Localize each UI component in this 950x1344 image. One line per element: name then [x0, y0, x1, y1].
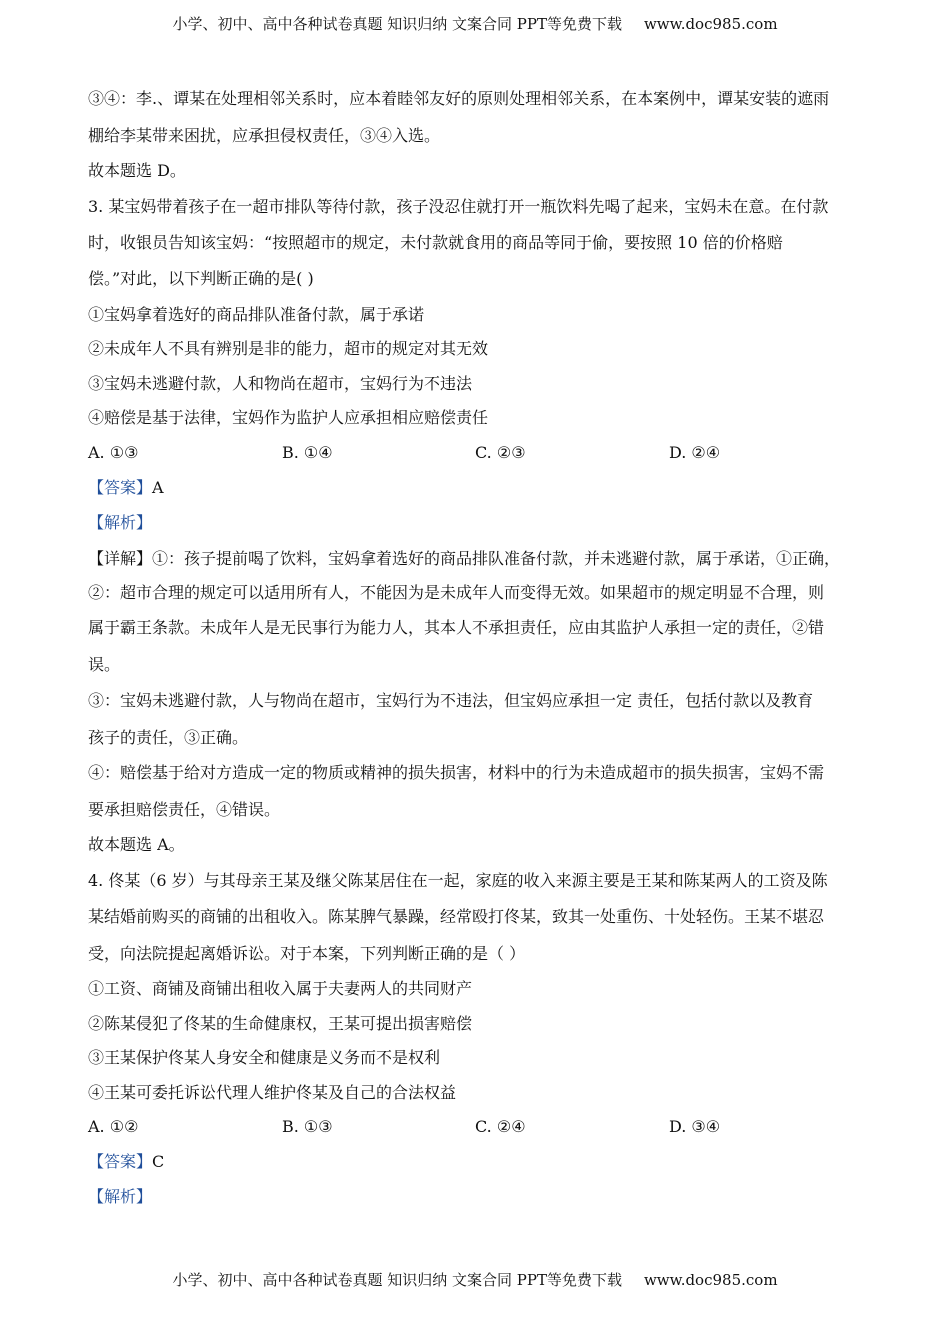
q3-detail-line: ②：超市合理的规定可以适用所有人，不能因为是未成年人而变得无效。如果超市的规定明显不合理，则	[88, 583, 825, 602]
prev-analysis-line: 棚给李某带来困扰，应承担侵权责任，③④入选。	[88, 126, 441, 145]
q4-stem-line: 4. 佟某（6 岁）与其母亲王某及继父陈某居住在一起，家庭的收入来源主要是王某和陈某两人的工资及陈	[88, 871, 828, 890]
footer-text: 小学、初中、高中各种试卷真题 知识归纳 文案合同 PPT等免费下载	[172, 1271, 622, 1289]
q3-option-a: A. ①③	[88, 443, 139, 462]
q4-stem-line: 某结婚前购买的商铺的出租收入。陈某脾气暴躁，经常殴打佟某，致其一处重伤、十处轻伤。王某不堪忍	[88, 907, 825, 926]
q4-item: ④王某可委托诉讼代理人维护佟某及自己的合法权益	[88, 1083, 457, 1102]
q3-option-c: C. ②③	[475, 443, 526, 462]
q4-analysis-label: 【解析】	[88, 1187, 153, 1206]
q4-item: ①工资、商铺及商铺出租收入属于夫妻两人的共同财产	[88, 979, 473, 998]
q3-item: ④赔偿是基于法律，宝妈作为监护人应承担相应赔偿责任	[88, 408, 489, 427]
q3-answer	[88, 477, 164, 499]
q3-detail-line: 要承担赔偿责任，④错误。	[88, 800, 281, 819]
q3-options	[88, 442, 868, 464]
q3-detail-line	[88, 548, 840, 570]
page-footer	[0, 1269, 950, 1290]
q4-options	[88, 1116, 868, 1138]
q3-option-b: B. ①④	[282, 443, 333, 462]
q3-stem-line: 偿。”对此，以下判断正确的是( )	[88, 269, 314, 288]
q3-item: ③宝妈未逃避付款，人和物尚在超市，宝妈行为不违法	[88, 374, 473, 393]
q3-detail-line: ③：宝妈未逃避付款，人与物尚在超市，宝妈行为不违法，但宝妈应承担一定 责任，包括付款以及教育	[88, 691, 814, 710]
answer-label: 【答案】	[88, 1152, 153, 1171]
q4-stem-line: 受，向法院提起离婚诉讼。对于本案，下列判断正确的是（ ）	[88, 944, 526, 963]
q4-item: ③王某保护佟某人身安全和健康是义务而不是权利	[88, 1048, 441, 1067]
page-header	[0, 13, 950, 34]
q3-option-d: D. ②④	[669, 443, 721, 462]
q3-detail-line: 孩子的责任，③正确。	[88, 728, 249, 747]
q3-item: ②未成年人不具有辨别是非的能力，超市的规定对其无效	[88, 339, 489, 358]
q3-stem-line: 时，收银员告知该宝妈：“按照超市的规定，未付款就食用的商品等同于偷，要按照 10 倍的价格赔	[88, 233, 783, 252]
q3-detail-line: 属于霸王条款。未成年人是无民事行为能力人，其本人不承担责任，应由其监护人承担一定的责任，②错	[88, 618, 825, 637]
header-url[interactable]: www.doc985.com	[643, 15, 778, 33]
answer-label: 【答案】	[88, 478, 153, 497]
header-text: 小学、初中、高中各种试卷真题 知识归纳 文案合同 PPT等免费下载	[172, 15, 622, 33]
q4-answer	[88, 1151, 164, 1173]
prev-conclusion: 故本题选 D。	[88, 161, 186, 180]
q3-analysis-label: 【解析】	[88, 513, 153, 532]
answer-value: A	[152, 478, 164, 497]
q3-stem-line: 3. 某宝妈带着孩子在一超市排队等待付款，孩子没忍住就打开一瓶饮料先喝了起来，宝妈未在意。在付款	[88, 197, 829, 216]
q3-conclusion: 故本题选 A。	[88, 835, 185, 854]
q4-option-a: A. ①②	[88, 1117, 139, 1136]
prev-analysis-line: ③④：李.、谭某在处理相邻关系时，应本着睦邻友好的原则处理相邻关系，在本案例中，谭某安装的遮雨	[88, 89, 830, 108]
q3-item: ①宝妈拿着选好的商品排队准备付款，属于承诺	[88, 305, 425, 324]
q3-detail-line: 误。	[88, 655, 121, 674]
q4-option-b: B. ①③	[282, 1117, 333, 1136]
q3-detail-line: ④：赔偿基于给对方造成一定的物质或精神的损失损害，材料中的行为未造成超市的损失损害，宝妈不需	[88, 763, 825, 782]
detail-text: ①：孩子提前喝了饮料，宝妈拿着选好的商品排队准备付款，并未逃避付款，属于承诺，①正确，	[152, 549, 841, 568]
detail-label: 【详解】	[88, 549, 153, 568]
q4-option-c: C. ②④	[475, 1117, 526, 1136]
answer-value: C	[152, 1152, 165, 1171]
footer-url[interactable]: www.doc985.com	[643, 1271, 778, 1289]
q4-item: ②陈某侵犯了佟某的生命健康权，王某可提出损害赔偿	[88, 1014, 473, 1033]
q4-option-d: D. ③④	[669, 1117, 721, 1136]
